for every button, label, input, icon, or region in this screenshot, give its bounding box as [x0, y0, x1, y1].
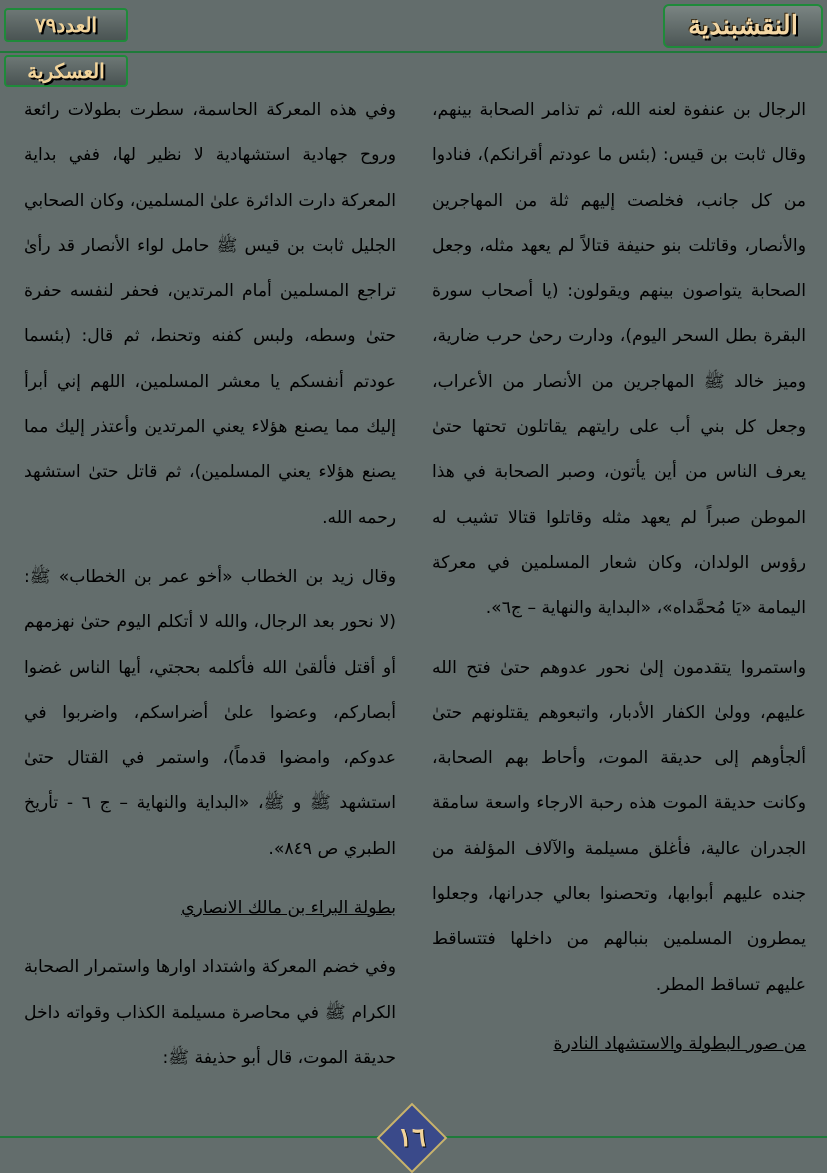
right-paragraph-1: الرجال بن عنفوة لعنه الله، ثم تذامر الصحابة بينهم، وقال ثابت بن قيس: (بئس ما عودتم أقرانكم)، فنادوا من كل جانب، فخلصت إليهم ثلة من المهاجرين والأنصار، وقاتلت بنو حنيفة قتالاً لم يعهد مثله، وجعل الصحابة يتواصون بينهم ويقولون: (يا أصحاب سورة البقرة بطل السحر اليوم)، ودارت رحىٰ حرب ضارية، وميز خالد ﷺ المهاجرين من الأنصار من الأعراب، وجعل كل بني أب على رايتهم يقاتلون تحتها حتىٰ يعرف الناس من أين يأتون، وصبر الصحابة في هذا الموطن صبراً لم يعهد مثله وقاتلوا قتالا تشيب له رؤوس الولدان، وكان شعار المسلمين في معركة اليمامة «يَا مُحمَّداه»، «البداية والنهاية – ج٦». [432, 100, 806, 619]
page-number: ١٦ [398, 1123, 426, 1153]
section-banner [4, 55, 128, 87]
section-label: العسكرية [27, 59, 105, 83]
right-subheading: من صور البطولة والاستشهاد النادرة [553, 1033, 806, 1054]
left-column [24, 88, 396, 1081]
left-subheading: بطولة البراء بن مالك الانصاري [181, 898, 396, 919]
issue-label: العدد٧٩ [34, 13, 98, 37]
left-paragraph-1: وفي هذه المعركة الحاسمة، سطرت بطولات رائعة وروح جهادية استشهادية لا نظير لها، ففي بداية المعركة دارت الدائرة علىٰ المسلمين، وكان الصحابي الجليل ثابت بن قيس ﷺ حامل لواء الأنصار قد رأىٰ تراجع المسلمين أمام المرتدين، فحفر لنفسه حفرة حتىٰ وسطه، ولبس كفنه وتحنط، ثم قال: (بئسما عودتم أنفسكم يا معشر المسلمين، اللهم إني أبرأ إليك مما يصنع هؤلاء يعني المرتدين وأعتذر إليك مما يصنع هؤلاء يعني المسلمين)، ثم قاتل حتىٰ استشهد رحمه الله. [24, 100, 396, 528]
right-paragraph-2: واستمروا يتقدمون إلىٰ نحور عدوهم حتىٰ فتح الله عليهم، وولىٰ الكفار الأدبار، واتبعوهم يقتلونهم حتىٰ ألجأوهم إلى حديقة الموت، وأحاط بهم الصحابة، وكانت حديقة الموت هذه رحبة الارجاء واسعة سامقة الجدران عالية، فأغلق مسيلمة والآلاف المؤلفة من جنده عليهم أبوابها، وتحصنوا بعالي جدرانها، وجعلوا يمطرون المسلمين بنبالهم من داخلها فتتساقط عليهم تساقط المطر. [432, 657, 806, 995]
right-column [432, 88, 806, 1067]
header-rule [0, 51, 827, 53]
magazine-title-banner [663, 4, 823, 48]
issue-banner [4, 8, 128, 42]
left-paragraph-3: وفي خضم المعركة واشتداد اوارها واستمرار الصحابة الكرام ﷺ في محاصرة مسيلمة الكذاب وقواته داخل حديقة الموت، قال أبو حذيفة ﷺ: [24, 957, 396, 1068]
magazine-title: النقشبندية [688, 11, 798, 41]
left-paragraph-2: وقال زيد بن الخطاب «أخو عمر بن الخطاب» ﷺ: (لا نحور بعد الرجال، والله لا أتكلم اليوم حتىٰ نهزمهم أو أقتل فألقىٰ الله فأكلمه بحجتي، أيها الناس غضوا أبصاركم، وعضوا علىٰ أضراسكم، واضربوا في عدوكم، وامضوا قدماً)، واستمر في القتال حتىٰ استشهد ﷺ و ﷺ، «البداية والنهاية – ج ٦ - تأريخ الطبري ص ٨٤٩». [24, 566, 396, 859]
